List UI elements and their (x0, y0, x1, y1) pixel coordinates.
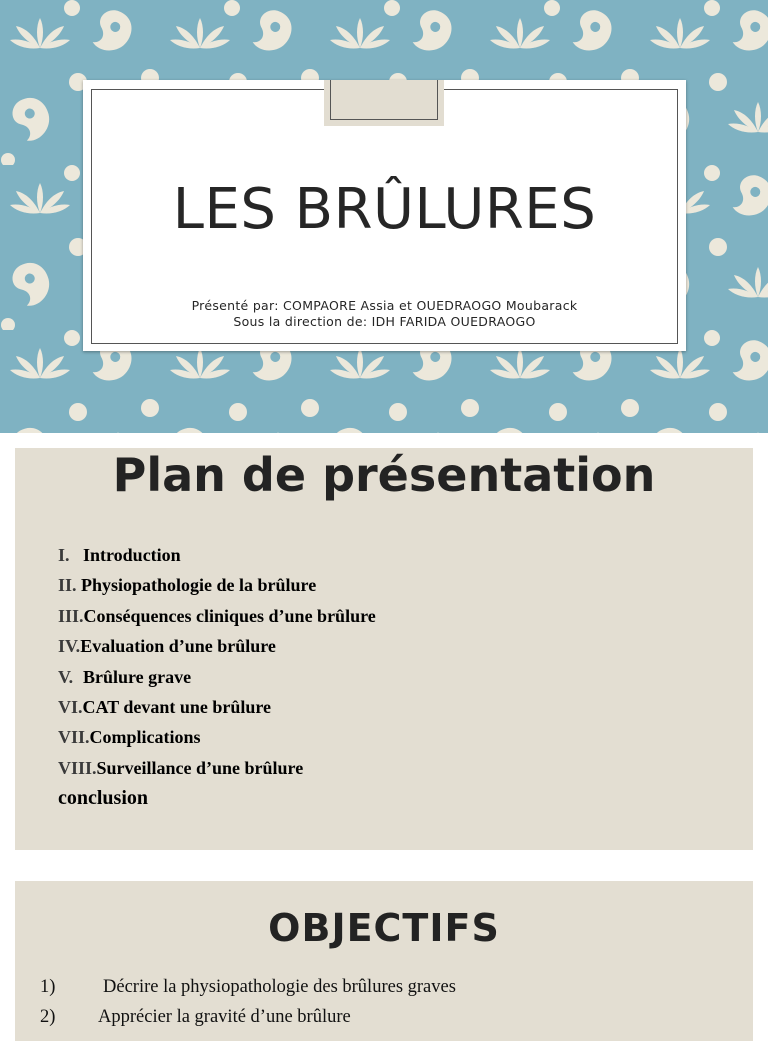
plan-item (58, 694, 376, 724)
title-card-tab (324, 80, 444, 126)
presenters-line: Présenté par: COMPAORE Assia et OUEDRAOGO Moubarack (191, 298, 578, 313)
objective-number: 1) (40, 977, 56, 997)
plan-item-label: Introduction (83, 545, 181, 565)
objective-label: Apprécier la gravité d’une brûlure (98, 1007, 351, 1027)
plan-item-number: VIII. (58, 757, 97, 778)
plan-item-number: V. (58, 666, 74, 687)
plan-item-number: III. (58, 605, 84, 626)
plan-item-label: Surveillance d’une brûlure (96, 757, 304, 778)
objective-label: Décrire la physiopathologie des brûlures graves (103, 977, 456, 997)
plan-item-label: Complications (89, 727, 201, 748)
presentation-subtitle (83, 298, 686, 330)
objective-item (40, 1004, 456, 1034)
plan-item-label: Physiopathologie de la brûlure (81, 575, 317, 596)
plan-item-number: VII. (58, 727, 90, 748)
plan-item-number: VI. (58, 696, 83, 717)
plan-item (58, 664, 376, 694)
plan-item-number: II. (58, 575, 77, 596)
objective-item (40, 974, 456, 1004)
plan-item (58, 603, 376, 633)
plan-item (58, 572, 376, 602)
title-slide (0, 0, 768, 433)
plan-list (58, 542, 376, 785)
objective-number: 2) (40, 1007, 56, 1027)
plan-item-label: Brûlure grave (83, 666, 192, 687)
plan-item (58, 633, 376, 663)
plan-item (58, 542, 376, 572)
objectives-title: OBJECTIFS (268, 906, 500, 950)
presentation-title: LES BRÛLURES (172, 177, 597, 242)
plan-item-label: Evaluation d’une brûlure (80, 636, 276, 657)
plan-slide (15, 448, 753, 850)
plan-item-number: IV. (58, 636, 81, 657)
plan-item-label: Conséquences cliniques d’une brûlure (83, 605, 376, 626)
plan-item (58, 755, 376, 785)
supervisor-line: Sous la direction de: IDH FARIDA OUEDRAOGO (233, 314, 536, 329)
plan-title: Plan de présentation (112, 448, 656, 502)
objectives-slide (15, 881, 753, 1041)
title-card (83, 80, 686, 351)
plan-conclusion: conclusion (58, 787, 149, 809)
plan-item-number: I. (58, 545, 70, 565)
objectives-list (40, 974, 456, 1034)
plan-item-label: CAT devant une brûlure (82, 696, 272, 717)
plan-item (58, 724, 376, 754)
